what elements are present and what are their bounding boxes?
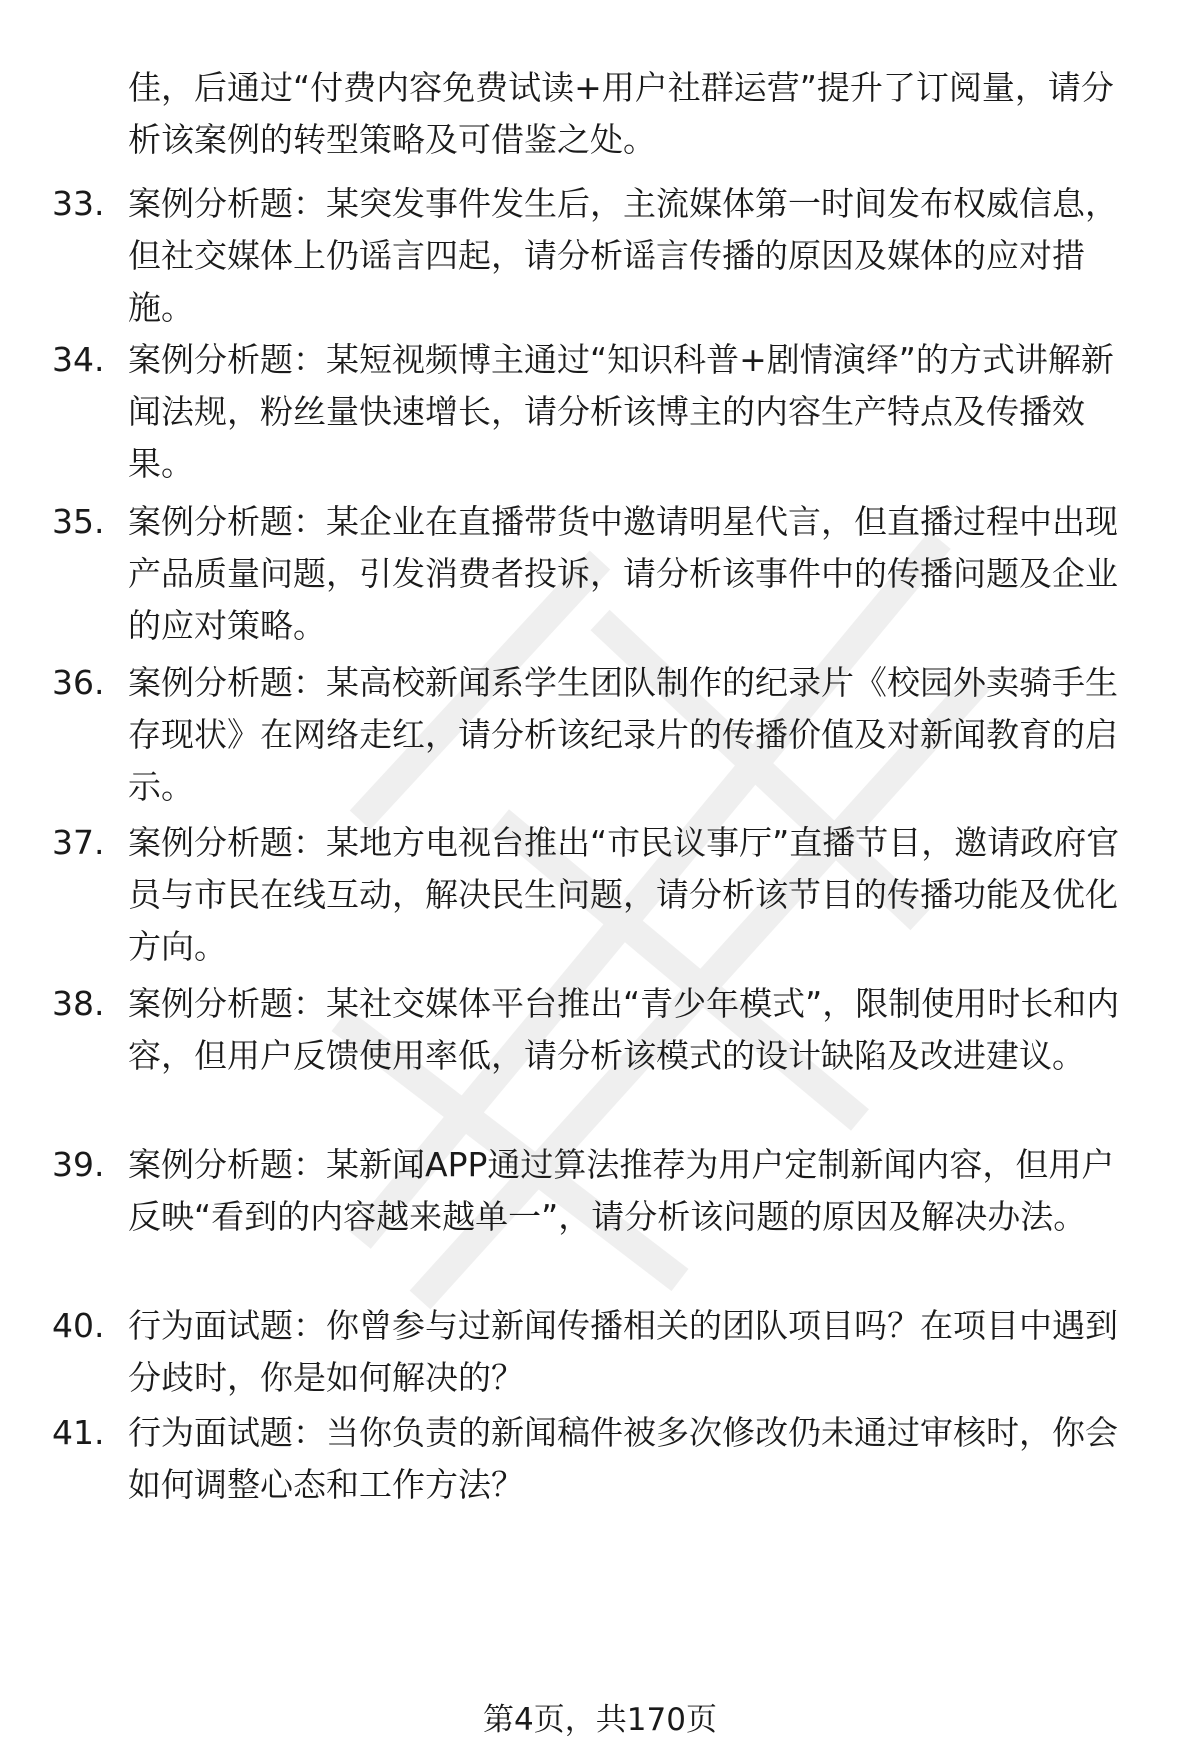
question-number: 38. [52,984,105,1023]
question-number: 40. [52,1306,105,1345]
question-text: 案例分析题：某企业在直播带货中邀请明星代言，但直播过程中出现产品质量问题，引发消费者投诉，请分析该事件中的传播问题及企业的应对策略。 [128,502,1118,645]
question-number: 33. [52,184,105,223]
question-number: 39. [52,1145,105,1184]
question-text: 案例分析题：某新闻APP通过算法推荐为用户定制新闻内容，但用户反映“看到的内容越来越单一”，请分析该问题的原因及解决办法。 [128,1145,1115,1236]
question-text: 行为面试题：当你负责的新闻稿件被多次修改仍未通过审核时，你会如何调整心态和工作方法？ [128,1413,1118,1504]
question-number: 35. [52,502,105,541]
question-text: 行为面试题：你曾参与过新闻传播相关的团队项目吗？在项目中遇到分歧时，你是如何解决的？ [128,1306,1118,1397]
continued-question-text: 佳，后通过“付费内容免费试读+用户社群运营”提升了订阅量，请分析该案例的转型策略及可借鉴之处。 [128,68,1114,159]
question-text: 案例分析题：某社交媒体平台推出“青少年模式”，限制使用时长和内容，但用户反馈使用率低，请分析该模式的设计缺陷及改进建议。 [128,984,1120,1075]
question-number: 41. [52,1413,105,1452]
question-number: 37. [52,823,105,862]
page-footer: 第4页，共170页 [483,1702,717,1738]
question-text: 案例分析题：某高校新闻系学生团队制作的纪录片《校园外卖骑手生存现状》在网络走红，请分析该纪录片的传播价值及对新闻教育的启示。 [128,663,1118,806]
question-number: 36. [52,663,105,702]
question-number: 34. [52,340,105,379]
question-text: 案例分析题：某短视频博主通过“知识科普+剧情演绎”的方式讲解新闻法规，粉丝量快速增长，请分析该博主的内容生产特点及传播效果。 [128,340,1114,483]
question-text: 案例分析题：某地方电视台推出“市民议事厅”直播节目，邀请政府官员与市民在线互动，解决民生问题，请分析该节目的传播功能及优化方向。 [128,823,1120,966]
question-text: 案例分析题：某突发事件发生后，主流媒体第一时间发布权威信息，但社交媒体上仍谣言四起，请分析谣言传播的原因及媒体的应对措施。 [128,184,1118,327]
